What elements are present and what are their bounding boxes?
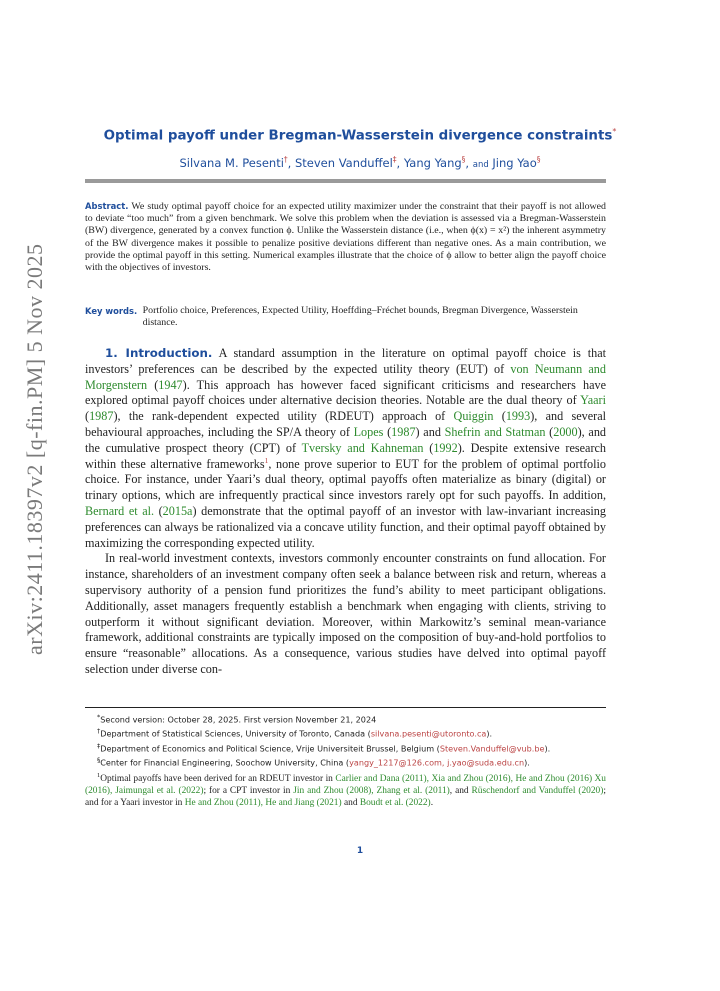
citation-link[interactable]: Rüschendorf and Vanduffel (2020) — [471, 785, 604, 796]
keywords-label: Key words. — [85, 306, 138, 316]
page-number: 1 — [356, 846, 364, 856]
citation-link[interactable]: Lopes — [353, 424, 384, 439]
text-run: ( — [545, 424, 554, 439]
footnote-1 — [85, 770, 606, 810]
citation-link[interactable]: Tversky and Kahneman — [301, 440, 424, 455]
footnote-mark: § — [97, 756, 101, 765]
citation-year-link[interactable]: 1987 — [89, 409, 114, 424]
abstract-text: We study optimal payoff choice for an expected utility maximizer under the constraint that their payoff is not allowed to deviate “too much” from a given benchmark. We solve this problem when the deviation is assessed via a Bregman-Wasserstein (BW) divergence, generated by a convex function ϕ. Unlike the Wasserstein distance (i.e., when ϕ(x) = x²) the inherent asymmetry of the BW divergence makes it possible to penalize positive deviations different than negative ones. As a main contribution, we provide the optimal payoff in this setting. Numerical examples illustrate that the choice of ϕ allow to better align the payoff choice with the objectives of investors. — [85, 201, 606, 274]
footnote-affiliation-1 — [85, 726, 606, 740]
citation-year-link[interactable]: 2000 — [553, 424, 578, 439]
text-run: ). This approach has however faced significant criticisms and researchers have explored optimal payoff choices under alternative decision theories. Notable are the dual theory of — [85, 377, 607, 408]
citation-link[interactable]: Quiggin — [453, 409, 494, 424]
citation-link[interactable]: von Neumann and Morgenstern — [85, 361, 606, 392]
author-yang: Yang Yang — [403, 155, 462, 170]
citation-year-link[interactable]: 1947 — [158, 377, 183, 392]
title-text: Optimal payoff under Bregman-Wasserstein divergence constraints — [103, 128, 613, 144]
abstract — [85, 200, 606, 274]
citation-link[interactable]: Boudt et al. (2022) — [359, 797, 431, 808]
text-run: ( — [493, 409, 506, 424]
footnote-text: . — [430, 797, 434, 808]
citation-link[interactable]: Jin and Zhou (2008), Zhang et al. (2011) — [293, 785, 450, 796]
footnote-text: ). — [486, 729, 493, 740]
keywords-text: Portfolio choice, Preferences, Expected Utility, Hoeffding–Fréchet bounds, Bregman Divergence, Wasserstein distance. — [142, 305, 578, 329]
footnote-text: Second version: October 28, 2025. First version November 21, 2024 — [100, 714, 377, 725]
footnote-text: ). — [524, 758, 530, 769]
email-link[interactable]: yangy_1217@126.com, j.yao@suda.edu.cn — [349, 758, 525, 769]
author-mark-3[interactable]: § — [461, 155, 466, 164]
author-mark-4[interactable]: § — [536, 155, 541, 164]
title-footnote-mark[interactable]: * — [612, 127, 617, 136]
title-rule — [85, 179, 606, 183]
footnote-mark: † — [97, 727, 101, 736]
author-mark-1[interactable]: † — [283, 155, 288, 164]
footnote-rule — [85, 707, 606, 708]
author-list: Silvana M. Pesenti†, Steven Vanduffel‡, Yang Yang§, and Jing Yao§ — [179, 155, 541, 170]
footnote-text: ; for a CPT investor in — [203, 785, 294, 796]
footnote-text: , and — [449, 785, 472, 796]
footnote-mark: ‡ — [97, 741, 101, 750]
body-text — [85, 346, 606, 678]
footnote-text: Department of Statistical Sciences, University of Toronto, Canada ( — [100, 729, 371, 740]
citation-year-link[interactable]: 1987 — [391, 424, 416, 439]
text-run: ). Despite extensive research within these alternative frameworks — [85, 440, 607, 471]
author-and: and — [472, 159, 489, 170]
footnote-mark: 1 — [97, 771, 101, 779]
footnote-affiliation-2 — [85, 741, 606, 755]
citation-year-link[interactable]: 2015a — [162, 503, 193, 518]
email-link[interactable]: Steven.Vanduffel@vub.be — [439, 743, 545, 754]
abstract-label: Abstract. — [85, 201, 129, 211]
citation-link[interactable]: Shefrin and Statman — [444, 424, 546, 439]
text-run: ( — [147, 377, 159, 392]
intro-paragraph-2: In real-world investment contexts, investors commonly encounter constraints on fund allocation. For instance, shareholders of an investment company often seek a balance between risk and return, whereas a supervisory authority of a pension fund prioritizes the fund’s ability to meet participant obligations. Additionally, asset managers frequently establish a benchmark when engaging with clients, striving to outperform it without significant deviation. Moreover, within Markowitz’s seminal mean-variance framework, additional constraints are typically imposed on the composition of buy-and-hold portfolios to ensure “reasonable” allocations. As a consequence, various studies have delved into optimal payoff selection under diverse con- — [85, 551, 606, 676]
text-run: ( — [85, 409, 90, 424]
author-yao: Jing Yao — [492, 155, 537, 170]
text-run: ), and the cumulative prospect theory (CPT) of — [85, 424, 607, 455]
footnote-affiliation-3 — [85, 755, 606, 769]
text-run: ( — [154, 503, 163, 518]
citation-link[interactable]: He and Zhou (2011), He and Jiang (2021) — [184, 797, 342, 808]
citation-year-link[interactable]: 1992 — [433, 440, 458, 455]
arxiv-identifier: arXiv:2411.18397v2 [q-fin.PM] 5 Nov 2025 — [22, 243, 47, 655]
citation-link[interactable]: Yaari — [580, 393, 606, 408]
citation-link[interactable]: Carlier and Dana (2011), Xia and Zhou (2016), He and Zhou (2016) Xu (2016), Jaimungal et al. (2022) — [85, 774, 606, 796]
footnote-text: and — [341, 797, 360, 808]
footnote-text: ). — [544, 743, 551, 754]
footnote-version — [85, 712, 606, 726]
text-run: ), and several behavioural approaches, including the SP/A theory of — [85, 409, 606, 439]
citation-link[interactable]: Bernard et al. — [85, 503, 155, 518]
section-heading: 1. Introduction. — [105, 346, 213, 360]
citation-year-link[interactable]: 1993 — [505, 409, 531, 424]
footnote-mark: * — [97, 713, 101, 721]
email-link[interactable]: silvana.pesenti@utoronto.ca — [370, 729, 487, 740]
footnotes — [85, 712, 606, 809]
footnote-marker[interactable]: 1 — [264, 455, 269, 465]
footnote-text: Optimal payoffs have been derived for an RDEUT investor in — [100, 774, 336, 785]
intro-paragraph-1 — [85, 346, 606, 551]
text-run: ) and — [415, 424, 445, 439]
text-run: ) demonstrate that the optimal payoff of an investor with law-invariant increasing preferences can always be rationalized via a concave utility function, and their optimal payoff obtained by maximizing the corresponding expected utility. — [85, 503, 606, 550]
footnote-text: ; and for a Yaari investor in — [85, 785, 606, 808]
text-run: A standard assumption in the literature on optimal payoff choice is that investors’ preferences can be described by the expected utility theory (EUT) of — [85, 346, 606, 376]
keywords — [85, 305, 606, 329]
paper-title — [0, 127, 720, 143]
text-run: ( — [423, 440, 434, 455]
footnote-text: Department of Economics and Political Science, Vrije Universiteit Brussel, Belgium ( — [100, 743, 440, 754]
author-vanduffel: Steven Vanduffel — [294, 155, 393, 170]
text-run: ), the rank-dependent expected utility (RDEUT) approach of — [113, 409, 454, 424]
author-mark-2[interactable]: ‡ — [392, 155, 397, 164]
footnote-text: Center for Financial Engineering, Soochow University, China ( — [100, 758, 350, 769]
author-pesenti: Silvana M. Pesenti — [179, 155, 284, 170]
text-run: , none prove superior to EUT for the problem of optimal portfolio choice. For instance, under Yaari’s dual theory, optimal payoffs often materialize as binary (digital) or trinary options, which are infrequently practical since investors rarely opt for such payoffs. In addition, — [85, 456, 606, 503]
text-run: ( — [383, 424, 392, 439]
